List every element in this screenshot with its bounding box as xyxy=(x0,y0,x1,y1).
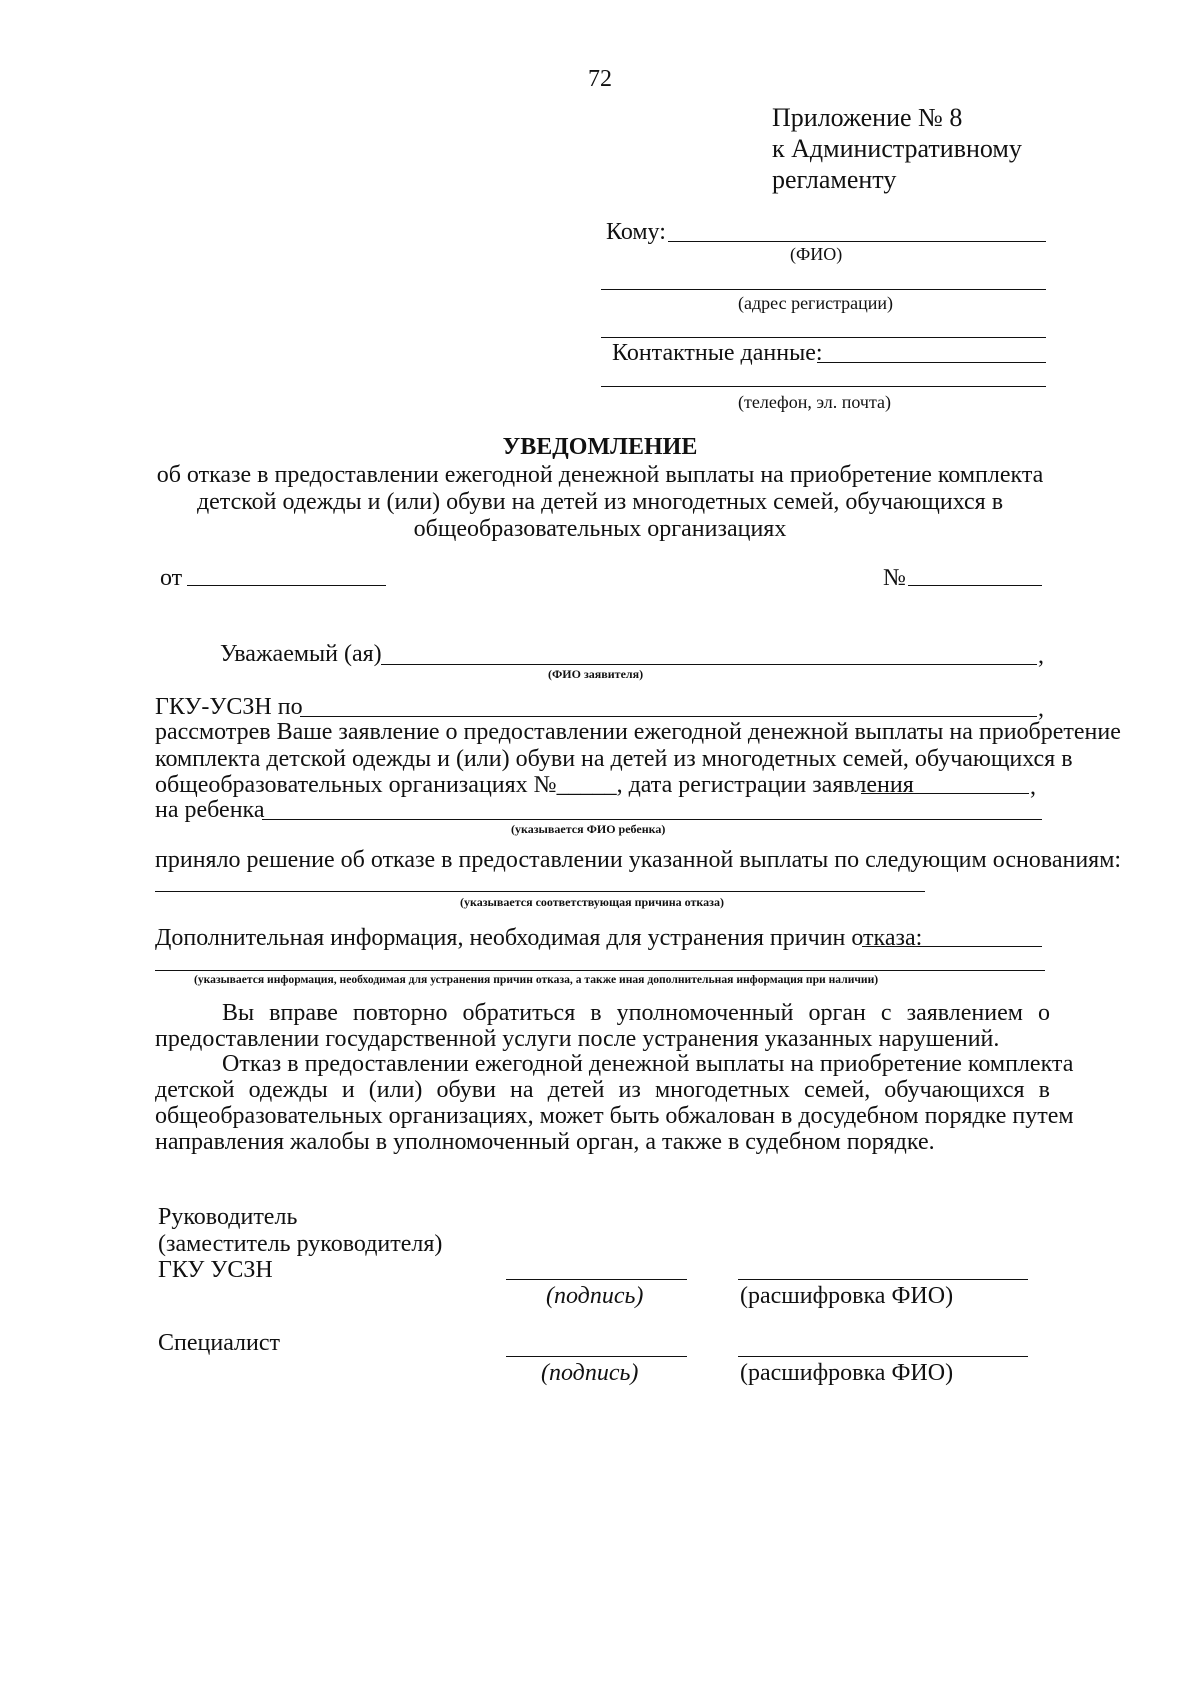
to-label: Кому: xyxy=(606,219,666,245)
head-signature-caption: (подпись) xyxy=(546,1283,644,1309)
specialist-signature-caption: (подпись) xyxy=(541,1360,639,1386)
to-field-line[interactable] xyxy=(668,241,1046,242)
number-field-line[interactable] xyxy=(908,585,1042,586)
extra-info-line[interactable] xyxy=(862,946,1042,947)
org-field-line[interactable] xyxy=(300,716,1037,717)
from-label: от xyxy=(160,565,183,591)
p3-line-4: направления жалобы в уполномоченный орган, а также в судебном порядке. xyxy=(155,1129,935,1155)
appendix-line-1: Приложение № 8 xyxy=(772,103,963,132)
org-comma: , xyxy=(1038,696,1044,722)
contacts-caption: (телефон, эл. почта) xyxy=(738,392,892,412)
contacts-field-line-2[interactable] xyxy=(601,386,1046,387)
p2-line-1: Вы вправе повторно обратиться в уполномоченный орган с заявлением о xyxy=(222,1000,1050,1026)
p1-line-2: комплекта детской одежды и (или) обуви на детей из многодетных семей, обучающихся в xyxy=(155,746,1073,772)
specialist-label: Специалист xyxy=(158,1330,281,1356)
extra-info-label: Дополнительная информация, необходимая для устранения причин отказа: xyxy=(155,925,923,951)
p3-line-3: общеобразовательных организациях, может быть обжалован в досудебном порядке путем xyxy=(155,1103,1074,1129)
greeting-comma: , xyxy=(1038,643,1044,669)
p1-line-1: рассмотрев Ваше заявление о предоставлении ежегодной денежной выплаты на приобретение xyxy=(155,719,1121,745)
specialist-signature-line[interactable] xyxy=(506,1356,687,1357)
applicant-caption: (ФИО заявителя) xyxy=(548,667,644,681)
p3-line-1: Отказ в предоставлении ежегодной денежной выплаты на приобретение комплекта xyxy=(222,1051,1074,1077)
fio-caption: (ФИО) xyxy=(790,244,843,264)
p2-line-2: предоставлении государственной услуги после устранения указанных нарушений. xyxy=(155,1026,1000,1052)
applicant-name-line[interactable] xyxy=(381,664,1037,665)
title-subtitle-3: общеобразовательных организациях xyxy=(413,516,787,542)
contacts-label: Контактные данные: xyxy=(612,340,823,366)
title-subtitle-1: об отказе в предоставлении ежегодной денежной выплаты на приобретение комплекта xyxy=(156,462,1044,488)
head-decode-line[interactable] xyxy=(738,1279,1028,1280)
head-title-line-3: ГКУ УСЗН xyxy=(158,1257,273,1283)
specialist-decode-line[interactable] xyxy=(738,1356,1028,1357)
extra-caption: (указывается информация, необходимая для устранения причин отказа, а также иная дополнительная информация при наличии) xyxy=(194,973,879,986)
child-name-line[interactable] xyxy=(262,819,1042,820)
p3-line-2: детской одежды и (или) обуви на детей из многодетных семей, обучающихся в xyxy=(155,1077,1050,1103)
decision-text: приняло решение об отказе в предоставлении указанной выплаты по следующим основаниям: xyxy=(155,847,1122,873)
head-signature-line[interactable] xyxy=(506,1279,687,1280)
p1-line-3-comma: , xyxy=(1030,774,1036,800)
p1-line-3: общеобразовательных организациях №_____, дата регистрации заявления xyxy=(155,772,914,798)
title-subtitle-2: детской одежды и (или) обуви на детей из многодетных семей, обучающихся в xyxy=(196,489,1004,515)
registration-date-line[interactable] xyxy=(861,793,1029,794)
greeting-label: Уважаемый (ая) xyxy=(220,641,382,667)
reason-field-line[interactable] xyxy=(155,891,925,892)
document-title: УВЕДОМЛЕНИЕ xyxy=(502,434,698,460)
address-field-line-2[interactable] xyxy=(601,337,1046,338)
page-number: 72 xyxy=(588,66,612,92)
address-field-line[interactable] xyxy=(601,289,1046,290)
specialist-decode-caption: (расшифровка ФИО) xyxy=(740,1360,954,1386)
appendix-line-2: к Административному xyxy=(772,134,1022,163)
head-title-line-1: Руководитель xyxy=(158,1204,298,1230)
p1-line-4: на ребенка xyxy=(155,797,265,823)
number-label: № xyxy=(883,565,906,591)
appendix-line-3: регламенту xyxy=(772,165,897,194)
child-caption: (указывается ФИО ребенка) xyxy=(511,822,666,836)
address-caption: (адрес регистрации) xyxy=(738,293,894,313)
contacts-field-line[interactable] xyxy=(817,362,1046,363)
head-title-line-2: (заместитель руководителя) xyxy=(158,1231,443,1257)
extra-info-line-2[interactable] xyxy=(155,970,1045,971)
org-label: ГКУ-УСЗН по xyxy=(155,694,303,720)
date-field-line[interactable] xyxy=(187,585,386,586)
reason-caption: (указывается соответствующая причина отказа) xyxy=(460,895,724,909)
head-decode-caption: (расшифровка ФИО) xyxy=(740,1283,954,1309)
